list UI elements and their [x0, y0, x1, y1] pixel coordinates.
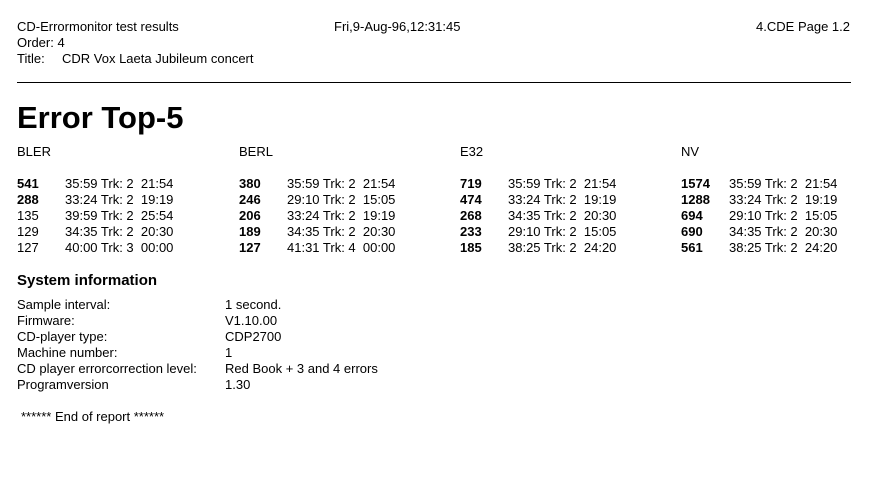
error-position: 35:59 Trk: 2 21:54 — [729, 176, 838, 191]
system-info-row — [17, 329, 378, 345]
system-info-table — [17, 297, 378, 393]
error-position: 34:35 Trk: 2 20:30 — [65, 224, 174, 239]
error-count: 268 — [460, 208, 482, 223]
error-position: 34:35 Trk: 2 20:30 — [729, 224, 838, 239]
error-column — [17, 144, 238, 256]
error-entry — [239, 208, 460, 224]
report-file-page: 4.CDE Page 1.2 — [756, 19, 850, 34]
report-header-left — [17, 19, 253, 67]
error-count: 233 — [460, 224, 482, 239]
error-column-name: BERL — [239, 144, 273, 159]
error-entry — [17, 208, 238, 224]
error-count: 129 — [17, 224, 39, 239]
report-app-title: CD-Errormonitor test results — [17, 19, 179, 34]
error-position: 40:00 Trk: 3 00:00 — [65, 240, 174, 255]
error-count: 127 — [17, 240, 39, 255]
system-info-label: Sample interval: — [17, 297, 111, 312]
end-of-report: ****** End of report ****** — [21, 409, 165, 424]
error-count: 189 — [239, 224, 261, 239]
error-entry — [681, 224, 880, 240]
error-entry — [681, 208, 880, 224]
error-entry — [681, 240, 880, 256]
system-info-label: Programversion — [17, 377, 109, 392]
error-position: 35:59 Trk: 2 21:54 — [508, 176, 617, 191]
error-position: 38:25 Trk: 2 24:20 — [508, 240, 617, 255]
system-info-value: 1 — [225, 345, 233, 360]
system-info-row — [17, 297, 378, 313]
error-entry — [460, 208, 681, 224]
error-entry — [17, 240, 238, 256]
system-info-value: 1 second. — [225, 297, 282, 312]
error-count: 1288 — [681, 192, 710, 207]
error-entry — [460, 192, 681, 208]
error-entry — [239, 224, 460, 240]
error-entry — [17, 224, 238, 240]
error-column — [681, 144, 880, 256]
error-column-name: NV — [681, 144, 700, 159]
system-info-value: Red Book + 3 and 4 errors — [225, 361, 378, 376]
error-position: 29:10 Trk: 2 15:05 — [287, 192, 396, 207]
error-count: 185 — [460, 240, 482, 255]
error-count: 719 — [460, 176, 482, 191]
system-info-value: 1.30 — [225, 377, 251, 392]
section-title: Error Top-5 — [17, 100, 184, 135]
error-count: 135 — [17, 208, 39, 223]
error-position: 35:59 Trk: 2 21:54 — [287, 176, 396, 191]
error-entry — [460, 240, 681, 256]
error-position: 41:31 Trk: 4 00:00 — [287, 240, 396, 255]
error-entry — [460, 176, 681, 192]
system-info-label: CD player errorcorrection level: — [17, 361, 197, 376]
error-entry — [17, 176, 238, 192]
error-position: 35:59 Trk: 2 21:54 — [65, 176, 174, 191]
error-entry — [239, 192, 460, 208]
error-position: 34:35 Trk: 2 20:30 — [508, 208, 617, 223]
error-position: 33:24 Trk: 2 19:19 — [508, 192, 617, 207]
error-count: 694 — [681, 208, 703, 223]
error-entry — [681, 192, 880, 208]
error-position: 29:10 Trk: 2 15:05 — [729, 208, 838, 223]
error-count: 246 — [239, 192, 261, 207]
error-column — [460, 144, 681, 256]
error-count: 206 — [239, 208, 261, 223]
error-entry — [239, 240, 460, 256]
error-count: 541 — [17, 176, 39, 191]
system-info-value: CDP2700 — [225, 329, 282, 344]
error-count: 380 — [239, 176, 261, 191]
error-column-name: BLER — [17, 144, 51, 159]
system-info-value: V1.10.00 — [225, 313, 278, 328]
error-column-name: E32 — [460, 144, 484, 159]
report-datetime: Fri,9-Aug-96,12:31:45 — [334, 19, 461, 34]
error-entry — [239, 176, 460, 192]
error-column — [239, 144, 460, 256]
system-info-row — [17, 361, 378, 377]
error-position: 34:35 Trk: 2 20:30 — [287, 224, 396, 239]
error-position: 29:10 Trk: 2 15:05 — [508, 224, 617, 239]
error-position: 33:24 Trk: 2 19:19 — [729, 192, 838, 207]
system-info-row — [17, 313, 378, 329]
system-info-title: System information — [17, 272, 158, 289]
report-title-value: CDR Vox Laeta Jubileum concert — [62, 51, 254, 66]
error-count: 474 — [460, 192, 482, 207]
report-title-row — [17, 51, 253, 67]
error-count: 127 — [239, 240, 261, 255]
error-entry — [17, 192, 238, 208]
system-info-label: CD-player type: — [17, 329, 108, 344]
error-count: 288 — [17, 192, 39, 207]
error-count: 1574 — [681, 176, 710, 191]
error-count: 690 — [681, 224, 703, 239]
error-count: 561 — [681, 240, 703, 255]
header-divider — [17, 82, 851, 83]
report-title-label: Title: — [17, 51, 45, 66]
system-info-label: Firmware: — [17, 313, 75, 328]
error-position: 38:25 Trk: 2 24:20 — [729, 240, 838, 255]
error-position: 33:24 Trk: 2 19:19 — [65, 192, 174, 207]
error-entry — [460, 224, 681, 240]
system-info-row — [17, 377, 378, 393]
report-order: Order: 4 — [17, 35, 65, 50]
error-position: 39:59 Trk: 2 25:54 — [65, 208, 174, 223]
error-entry — [681, 176, 880, 192]
system-info-row — [17, 345, 378, 361]
system-info-label: Machine number: — [17, 345, 118, 360]
error-position: 33:24 Trk: 2 19:19 — [287, 208, 396, 223]
